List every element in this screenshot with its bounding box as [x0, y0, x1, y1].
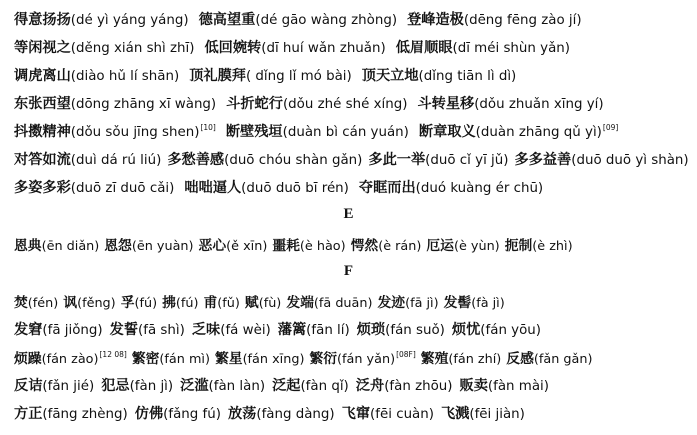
exam-year-note: [08F]: [396, 349, 416, 359]
entry-pinyin: (fù): [258, 295, 282, 311]
idiom-entry: [421, 347, 502, 367]
entry-word: 发迹: [377, 294, 406, 311]
entry-word: 放荡: [227, 405, 257, 422]
entry-word: 愕然: [350, 237, 379, 254]
idiom-entry: [110, 319, 185, 339]
entry-pinyin: (duàn zhāng qǔ yì): [475, 124, 602, 140]
section-heading-f: F: [343, 263, 354, 279]
entry-pinyin: (duō duō yì shàn): [571, 152, 689, 168]
idiom-entry: [204, 291, 240, 311]
entry-pinyin: (ě xīn): [226, 238, 268, 254]
entry-line: [14, 173, 691, 200]
entry-word: 厄运: [426, 237, 454, 254]
entry-pinyin: (fú): [175, 295, 199, 311]
entry-line: [14, 399, 691, 426]
idiom-entry: [14, 403, 128, 423]
entry-word: 泛舟: [355, 377, 385, 394]
entry-word: 低回婉转: [204, 39, 262, 56]
idiom-entry: [199, 9, 397, 29]
entry-word: 多此一举: [368, 151, 426, 168]
entry-word: 方正: [14, 405, 43, 422]
entry-word: 登峰造极: [407, 11, 464, 28]
entry-pinyin: (fén): [27, 295, 59, 311]
entry-pinyin: (fán mì): [159, 351, 210, 367]
idiom-entry: [101, 375, 173, 395]
entry-word: 飞溅: [440, 405, 470, 422]
idiom-entry: [378, 291, 439, 311]
idiom-entry: [215, 347, 304, 367]
idiom-entry: [228, 403, 335, 423]
entry-word: 斗转星移: [417, 95, 475, 112]
entry-word: 反感: [506, 350, 534, 367]
entry-pinyin: (fǎn gǎn): [533, 351, 593, 367]
entry-pinyin: (duó kuàng ér chū): [415, 180, 544, 196]
entry-word: 对答如流: [14, 151, 71, 168]
idiom-entry: [441, 403, 525, 423]
entry-word: 顶天立地: [361, 67, 419, 84]
idiom-entry: [14, 234, 99, 254]
idiom-entry: [419, 121, 618, 141]
entry-pinyin: (fá wèi): [220, 322, 271, 338]
idiom-entry: [396, 37, 570, 57]
idiom-entry: [63, 291, 115, 311]
idiom-entry: [132, 347, 210, 367]
idiom-entry: [192, 319, 271, 339]
entry-pinyin: (fǎng fú): [163, 406, 221, 422]
entry-line: [14, 5, 691, 32]
entry-pinyin: (fán yǎn): [337, 351, 396, 367]
idiom-entry: [199, 234, 268, 254]
entry-pinyin: (fán suǒ): [385, 322, 445, 338]
entry-word: 赋: [244, 294, 259, 311]
entry-pinyin: (fā jiǒng): [42, 322, 103, 338]
idiom-entry: [505, 234, 573, 254]
entry-word: 斗折蛇行: [226, 95, 283, 112]
entry-pinyin: (děng xián shì zhī): [70, 40, 195, 56]
entry-word: 贩卖: [459, 377, 488, 394]
idiom-entry: [14, 65, 179, 85]
idiom-entry: [14, 291, 58, 311]
entry-word: 得意扬扬: [14, 11, 71, 28]
entry-line: [14, 287, 691, 314]
idiom-entry: [189, 65, 352, 85]
idiom-entry: [426, 234, 499, 254]
idiom-entry: [356, 375, 453, 395]
entry-word: 多姿多彩: [14, 179, 71, 196]
entry-word: 拂: [162, 294, 176, 311]
entry-word: 孚: [120, 294, 135, 311]
entry-pinyin: (diào hǔ lí shān): [70, 68, 180, 84]
entry-word: 等闲视之: [14, 39, 71, 56]
entry-pinyin: (dé gāo wàng zhòng): [255, 12, 398, 28]
entry-word: 飞窜: [341, 405, 371, 422]
idiom-entry: [342, 403, 434, 423]
entry-pinyin: (fán xīng): [242, 351, 305, 367]
idiom-entry: [362, 65, 517, 85]
entry-word: 抖擞精神: [14, 123, 71, 140]
idiom-entry: [135, 403, 221, 423]
idiom-entry: [452, 319, 541, 339]
entry-pinyin: (è hào): [299, 238, 346, 254]
entry-word: 发窘: [14, 321, 43, 338]
idiom-entry: [14, 149, 161, 169]
idiom-entry: [417, 93, 603, 113]
entry-pinyin: (duō chóu shàn gǎn): [224, 152, 363, 168]
idiom-entry: [506, 347, 592, 367]
section-heading-e: E: [343, 206, 354, 222]
idiom-entry: [162, 291, 198, 311]
entry-word: 乏味: [191, 321, 221, 338]
entry-pinyin: (fēi jiàn): [469, 406, 525, 422]
idiom-entry: [204, 37, 385, 57]
entry-pinyin: (fān lí): [306, 322, 350, 338]
entry-word: 断壁残垣: [225, 123, 283, 140]
entry-pinyin: (duō duō bī rén): [241, 180, 349, 196]
entry-pinyin: (dī méi shùn yǎn): [452, 40, 570, 56]
entry-pinyin: (fàn làn): [208, 378, 266, 394]
entry-pinyin: (fàng dàng): [256, 406, 335, 422]
idiom-entry: [245, 291, 281, 311]
entry-pinyin: (dé yì yáng yáng): [70, 12, 189, 28]
entry-word: 仿佛: [134, 405, 164, 422]
idiom-entry: [514, 149, 688, 169]
entry-pinyin: (fà jì): [471, 295, 505, 311]
entry-word: 繁殖: [420, 350, 449, 367]
entry-word: 恩怨: [104, 237, 132, 254]
entry-word: 顶礼膜拜: [189, 67, 246, 84]
entry-pinyin: (fěng): [77, 295, 116, 311]
idiom-entry: [104, 234, 193, 254]
exam-year-note: [09]: [602, 122, 619, 132]
entry-word: 多愁善感: [167, 151, 225, 168]
idiom-entry: [368, 149, 508, 169]
idiom-entry: [226, 121, 409, 141]
entry-line: [14, 371, 691, 398]
entry-word: 恩典: [14, 237, 42, 254]
entry-line: [14, 315, 691, 342]
entry-word: 烦躁: [14, 350, 42, 367]
idiom-entry: [14, 347, 127, 367]
entry-word: 泛起: [272, 377, 301, 394]
idiom-entry: [272, 375, 349, 395]
entry-line: [14, 343, 691, 370]
idiom-entry: [351, 234, 422, 254]
entry-word: 低眉顺眼: [395, 39, 453, 56]
idiom-entry: [14, 121, 216, 141]
entry-pinyin: (fú): [134, 295, 158, 311]
entry-word: 泛滥: [180, 377, 209, 394]
entry-word: 德高望重: [198, 11, 256, 28]
entry-word: 调虎离山: [14, 67, 71, 84]
entry-word: 噩耗: [272, 237, 300, 254]
idiom-entry: [14, 177, 174, 197]
idiom-entry: [278, 319, 350, 339]
entry-word: 讽: [63, 294, 78, 311]
entry-pinyin: (fā jì): [405, 295, 439, 311]
entry-word: 烦琐: [356, 321, 386, 338]
entry-line: [14, 61, 691, 88]
idiom-entry: [121, 291, 157, 311]
entry-pinyin: ( dǐng lǐ mó bài): [245, 68, 352, 84]
entry-pinyin: (fán zhí): [448, 351, 502, 367]
idiom-entry: [14, 375, 94, 395]
entry-pinyin: (duàn bì cán yuán): [282, 124, 409, 140]
entry-word: 恶心: [198, 237, 227, 254]
entry-word: 发誓: [109, 321, 139, 338]
idiom-entry: [14, 319, 103, 339]
entry-word: 犯忌: [101, 377, 130, 394]
entry-pinyin: (fēi cuàn): [370, 406, 434, 422]
entry-word: 扼制: [504, 237, 533, 254]
entry-pinyin: (fàn mài): [487, 378, 549, 394]
entry-line: [14, 145, 691, 172]
entry-line: [14, 33, 691, 60]
entry-pinyin: (fǎn jié): [42, 378, 95, 394]
entry-line: [14, 230, 691, 257]
idiom-entry: [407, 9, 582, 29]
entry-word: 烦忧: [451, 321, 481, 338]
entry-line: [14, 117, 691, 144]
entry-word: 甫: [203, 294, 218, 311]
idiom-entry: [286, 291, 372, 311]
idiom-entry: [14, 93, 216, 113]
entry-pinyin: (fán yōu): [480, 322, 542, 338]
entry-pinyin: (fā shì): [138, 322, 185, 338]
entry-word: 繁衍: [309, 350, 338, 367]
idiom-entry: [226, 93, 407, 113]
entry-word: 焚: [14, 294, 28, 311]
idiom-entry: [309, 347, 415, 367]
entry-pinyin: (duō cǐ yī jǔ): [425, 152, 509, 168]
idiom-entry: [14, 9, 189, 29]
entry-pinyin: (dī huí wǎn zhuǎn): [261, 40, 386, 56]
entry-word: 繁星: [214, 350, 243, 367]
idiom-entry: [14, 37, 194, 57]
entry-pinyin: (fāng zhèng): [42, 406, 128, 422]
entry-word: 反诘: [14, 377, 43, 394]
entry-word: 藩篱: [277, 321, 307, 338]
idiom-entry: [167, 149, 362, 169]
entry-pinyin: (dǒu zhuǎn xīng yí): [474, 96, 604, 112]
exam-year-note: [10]: [200, 122, 216, 132]
entry-pinyin: (dǐng tiān lì dì): [418, 68, 517, 84]
entry-pinyin: (fǔ): [217, 295, 240, 311]
exam-year-note: [12 08]: [99, 349, 127, 359]
entry-word: 咄咄逼人: [184, 179, 242, 196]
entry-pinyin: (è rán): [378, 238, 422, 254]
idiom-entry: [272, 234, 345, 254]
entry-word: 夺眶而出: [358, 179, 416, 196]
entry-pinyin: (fàn qǐ): [300, 378, 349, 394]
entry-pinyin: (dōng zhāng xī wàng): [70, 96, 217, 112]
entry-pinyin: (duō zī duō cǎi): [70, 180, 175, 196]
entry-word: 繁密: [131, 350, 160, 367]
entry-pinyin: (dǒu zhé shé xíng): [282, 96, 408, 112]
entry-word: 发端: [286, 294, 314, 311]
entry-pinyin: (fā duān): [313, 295, 373, 311]
entry-line: [14, 89, 691, 116]
entry-pinyin: (dēng fēng zào jí): [463, 12, 582, 28]
entry-pinyin: (fàn jì): [129, 378, 174, 394]
idiom-entry: [359, 177, 543, 197]
entry-word: 断章取义: [418, 123, 476, 140]
idiom-entry: [357, 319, 445, 339]
entry-word: 发髻: [443, 294, 472, 311]
entry-pinyin: (ēn diǎn): [41, 238, 100, 254]
entry-pinyin: (fàn zhōu): [384, 378, 453, 394]
entry-pinyin: (fán zào): [41, 351, 99, 367]
idiom-entry: [184, 177, 349, 197]
entry-pinyin: (dǒu sǒu jīng shen): [70, 124, 200, 140]
entry-word: 多多益善: [514, 151, 572, 168]
idiom-entry: [460, 375, 549, 395]
entry-pinyin: (è yùn): [453, 238, 500, 254]
idiom-entry: [444, 291, 505, 311]
entry-pinyin: (ēn yuàn): [131, 238, 194, 254]
entry-pinyin: (è zhì): [532, 238, 573, 254]
entry-word: 东张西望: [14, 95, 71, 112]
idiom-entry: [180, 375, 265, 395]
entry-pinyin: (duì dá rú liú): [70, 152, 162, 168]
